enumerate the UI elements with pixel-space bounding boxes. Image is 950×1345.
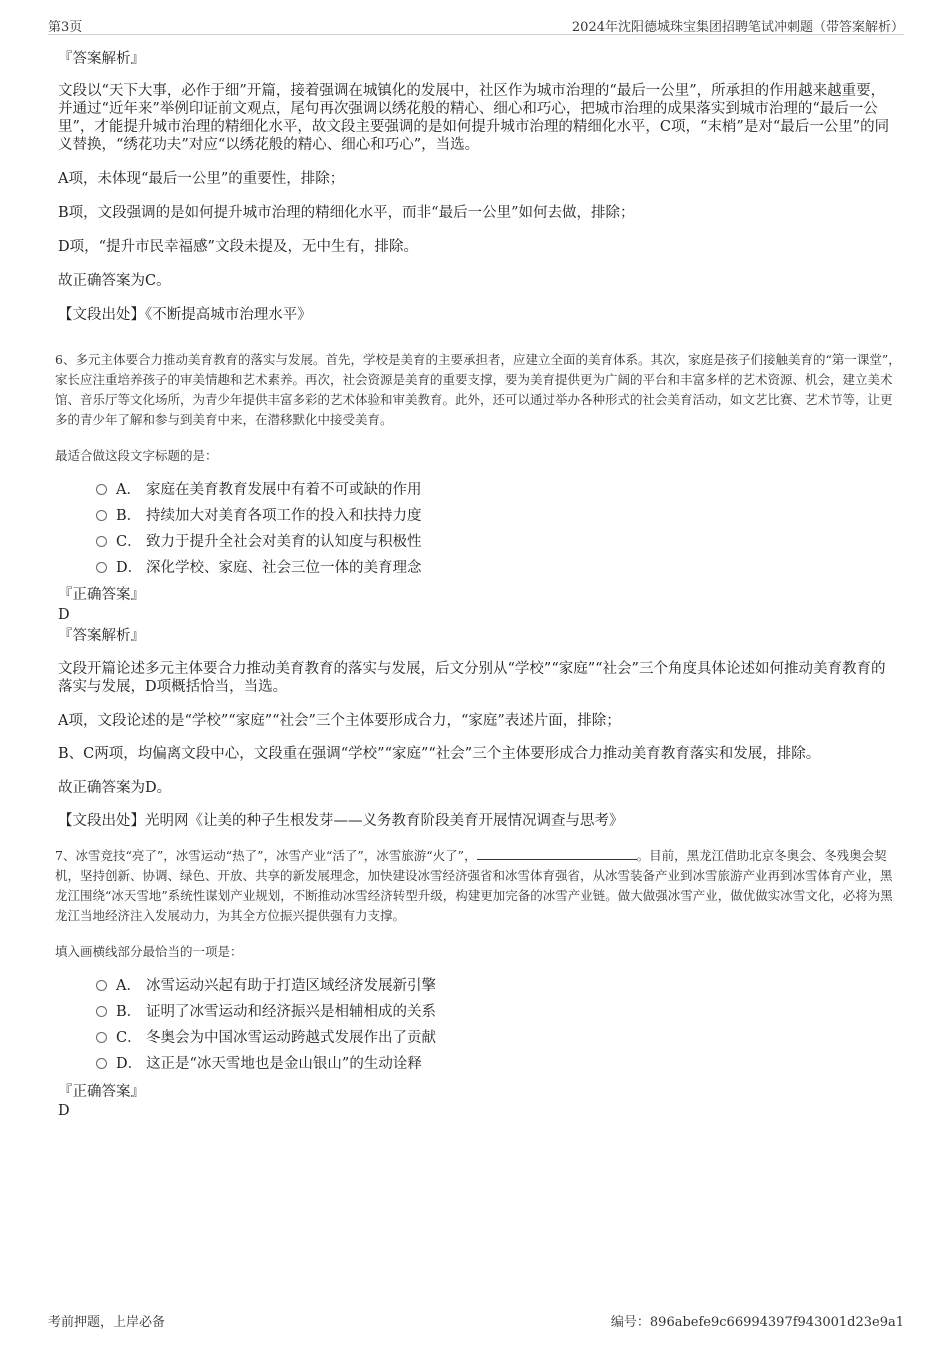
q5-analysis-label: 『答案解析』 bbox=[58, 51, 145, 67]
q6-analysis-option-a: A项，文段论述的是“学校”“家庭”“社会”三个主体要形成合力，“家庭”表述片面，排除； bbox=[58, 713, 621, 729]
radio-icon[interactable] bbox=[96, 484, 107, 495]
q7-option-a[interactable]: A． 冰雪运动兴起有助于打造区域经济发展新引擎 bbox=[96, 976, 436, 996]
page-footer bbox=[48, 1311, 904, 1331]
q7-stem: 7、冰雪竞技“亮了”，冰雪运动“热了”，冰雪产业“活了”，冰雪旅游“火了”， 。目前，黑龙江借助北京冬奥会、冬残奥会契机，坚持创新、协调、绿色、开放、共享的新发展理念，加快建设冰雪经济强省和冰雪体育强省，从冰雪装备产业到冰雪旅游产业再到冰雪体育产业，黑龙江围绕“冰天雪地”系统性谋划产业规划，不断推动冰雪经济转型升级，构建更加完备的冰雪产业链。做大做强冰雪产业，做优做实冰雪文化，必将为黑龙江当地经济注入发展动力，为其全方位振兴提供强有力支撑。 bbox=[55, 848, 893, 923]
q6-source: 【文段出处】光明网《让美的种子生根发芽——义务教育阶段美育开展情况调查与思考》 bbox=[58, 813, 624, 829]
q5-source: 【文段出处】《不断提高城市治理水平》 bbox=[58, 307, 312, 323]
radio-icon[interactable] bbox=[96, 510, 107, 521]
fill-blank bbox=[477, 847, 637, 860]
document-code: 编号：896abefe9c66994397f943001d23e9a1 bbox=[610, 1315, 904, 1330]
radio-icon[interactable] bbox=[96, 536, 107, 547]
q5-analysis-paragraph: 文段以“天下大事，必作于细”开篇，接着强调在城镇化的发展中，社区作为城市治理的“最后一公里”，所承担的作用越来越重要，并通过“近年来”举例印证前文观点，尾句再次强调以绣花般的精心、细心和巧心，把城市治理的成果落实到城市治理的“最后一公里”，才能提升城市治理的精细化水平，故文段主要强调的是如何提升城市治理的精细化水平，C项，“末梢”是对“最后一公里”的同义替换，“绣花功夫”对应“以绣花般的精心、细心和巧心”，当选。 bbox=[58, 83, 890, 153]
radio-icon[interactable] bbox=[96, 980, 107, 991]
q7-option-c[interactable]: C． 冬奥会为中国冰雪运动跨越式发展作出了贡献 bbox=[96, 1028, 436, 1048]
q6-correct-answer: D bbox=[58, 607, 70, 623]
q7-option-d[interactable]: D． 这正是“冰天雪地也是金山银山”的生动诠释 bbox=[96, 1054, 422, 1074]
q6-stem: 6、多元主体要合力推动美育教育的落实与发展。首先，学校是美育的主要承担者，应建立全面的美育体系。其次，家庭是孩子们接触美育的“第一课堂”，家长应注重培养孩子的审美情趣和艺术素养。再次，社会资源是美育的重要支撑，要为美育提供更为广阔的平台和丰富多样的艺术资源、机会，建立美术馆、音乐厅等文化场所，为青少年提供丰富多彩的艺术体验和审美教育。此外，还可以通过举办各种形式的社会美育活动，如文艺比赛、艺术节等，让更多的青少年了解和参与到美育中来，在潜移默化中接受美育。 bbox=[55, 352, 901, 427]
q7-prompt: 填入画横线部分最恰当的一项是： bbox=[55, 944, 243, 959]
q5-conclusion: 故正确答案为C。 bbox=[58, 273, 171, 289]
q5-analysis-option-b: B项，文段强调的是如何提升城市治理的精细化水平，而非“最后一公里”如何去做，排除； bbox=[58, 205, 635, 221]
q7-correct-answer: D bbox=[58, 1103, 70, 1119]
q7-correct-label: 『正确答案』 bbox=[58, 1084, 145, 1100]
q6-option-d[interactable]: D． 深化学校、家庭、社会三位一体的美育理念 bbox=[96, 558, 422, 578]
q6-option-b[interactable]: B． 持续加大对美育各项工作的投入和扶持力度 bbox=[96, 506, 422, 526]
footer-slogan: 考前押题，上岸必备 bbox=[48, 1315, 166, 1330]
page-header bbox=[48, 14, 904, 35]
document-title: 2024年沈阳德城珠宝集团招聘笔试冲刺题（带答案解析） bbox=[571, 20, 904, 35]
q6-conclusion: 故正确答案为D。 bbox=[58, 780, 172, 796]
q6-option-a[interactable]: A． 家庭在美育教育发展中有着不可或缺的作用 bbox=[96, 480, 422, 500]
q6-option-c[interactable]: C． 致力于提升全社会对美育的认知度与积极性 bbox=[96, 532, 422, 552]
radio-icon[interactable] bbox=[96, 562, 107, 573]
q7-option-b[interactable]: B． 证明了冰雪运动和经济振兴是相辅相成的关系 bbox=[96, 1002, 436, 1022]
q6-prompt: 最适合做这段文字标题的是： bbox=[55, 448, 218, 463]
q6-analysis-option-bc: B、C两项，均偏离文段中心，文段重在强调“学校”“家庭”“社会”三个主体要形成合力推动美育教育落实和发展，排除。 bbox=[58, 746, 821, 762]
q6-analysis-label: 『答案解析』 bbox=[58, 628, 145, 644]
q6-correct-label: 『正确答案』 bbox=[58, 587, 145, 603]
page-number: 第3页 bbox=[48, 20, 83, 35]
q6-analysis-paragraph: 文段开篇论述多元主体要合力推动美育教育的落实与发展，后文分别从“学校”“家庭”“社会”三个角度具体论述如何推动美育教育的落实与发展，D项概括恰当，当选。 bbox=[58, 661, 886, 695]
radio-icon[interactable] bbox=[96, 1006, 107, 1017]
q5-analysis-option-d: D项，“提升市民幸福感”文段未提及，无中生有，排除。 bbox=[58, 239, 418, 255]
q5-analysis-option-a: A项，未体现“最后一公里”的重要性，排除； bbox=[58, 171, 345, 187]
radio-icon[interactable] bbox=[96, 1058, 107, 1069]
radio-icon[interactable] bbox=[96, 1032, 107, 1043]
